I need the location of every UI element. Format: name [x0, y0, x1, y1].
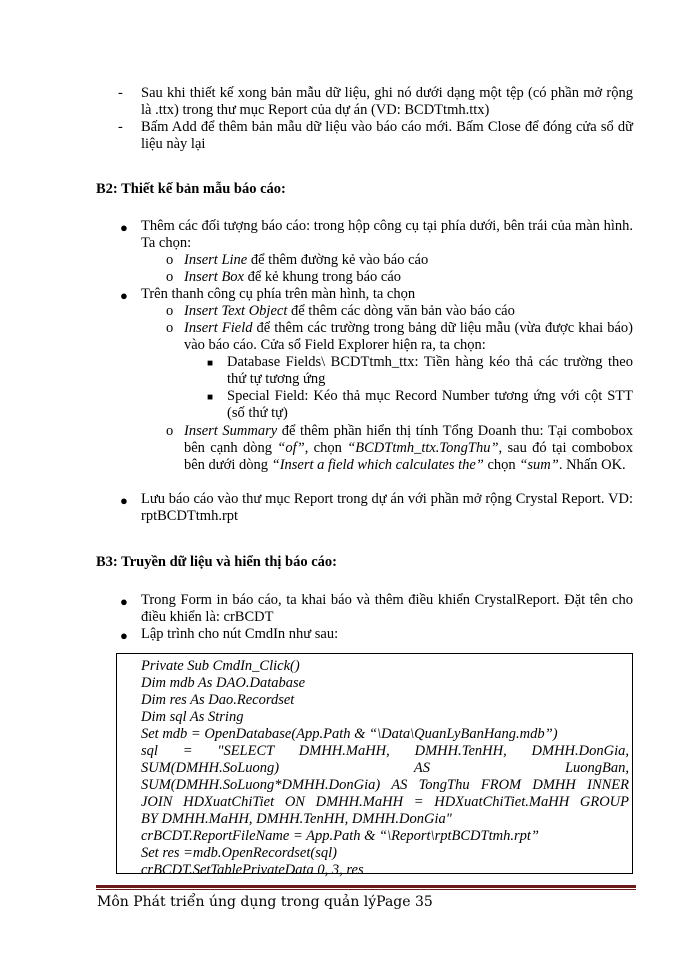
- code-line: Dim res As Dao.Recordset: [141, 692, 295, 708]
- b2-sub-insert-line: Insert Line để thêm đường kẻ vào báo cáo: [184, 252, 429, 268]
- circle-marker: o: [166, 303, 174, 319]
- bullet-dot: ●: [120, 628, 128, 643]
- footer-rule-thick: [96, 885, 636, 888]
- code-line: SUM(DMHH.SoLuong*DMHH.DonGia) AS TongThu FROM DMHH INNER: [141, 777, 629, 793]
- circle-marker: o: [166, 252, 174, 268]
- circle-marker: o: [166, 423, 174, 439]
- b2-sub-insert-summary: Insert Summary để thêm phần hiển thị tính Tổng Doanh thu: Tại combobox bên cạnh dòng “of”, chọn “BCDTtmh_ttx.TongThu”, sau đó tại combobox bên dưới dòng “Insert a field which calculates the” chọn “sum”. Nhấn OK.: [184, 423, 634, 473]
- code-line: Dim mdb As DAO.Database: [141, 675, 306, 691]
- field-item-special: Special Field: Kéo thả mục Record Number tương ứng với cột STT (số thứ tự): [227, 388, 633, 421]
- circle-marker: o: [166, 320, 174, 336]
- square-marker: ■: [207, 392, 214, 403]
- b2-sub-insert-field: Insert Field để thêm các trường trong bảng dữ liệu mẫu (vừa được khai báo) vào báo cáo. Cửa sổ Field Explorer hiện ra, ta chọn:: [184, 320, 633, 353]
- page-footer: Môn Phát triển úng dụng trong quản lýPage 35: [97, 894, 433, 910]
- b3-bullet-2: Lập trình cho nút CmdIn như sau:: [141, 626, 339, 642]
- dash-marker: -: [118, 119, 123, 135]
- field-item-database: Database Fields\ BCDTtmh_ttx: Tiền hàng kéo thả các trường theo thứ tự tương ứng: [227, 354, 633, 387]
- intro-item: Sau khi thiết kế xong bản mẫu dữ liệu, ghi nó dưới dạng một tệp (có phần mở rộng là .ttx) trong thư mục Report của dự án (VD: BCDTtmh.ttx): [141, 85, 633, 118]
- square-marker: ■: [207, 358, 214, 369]
- section-heading-b2: B2: Thiết kế bản mẫu báo cáo:: [96, 181, 286, 197]
- dash-marker: -: [118, 85, 123, 101]
- bullet-dot: ●: [120, 220, 128, 235]
- b2-bullet-1: Thêm các đối tượng báo cáo: trong hộp công cụ tại phía dưới, bên trái của màn hình. Ta chọn:: [141, 218, 633, 251]
- code-line: Dim sql As String: [141, 709, 244, 725]
- b2-bullet-3: Lưu báo cáo vào thư mục Report trong dự án với phần mở rộng Crystal Report. VD: rptBCDTtmh.rpt: [141, 491, 633, 524]
- code-line: JOIN HDXuatChiTiet ON DMHH.MaHH = HDXuatChiTiet.MaHH GROUP: [141, 794, 629, 810]
- bullet-dot: ●: [120, 493, 128, 508]
- code-line: Set mdb = OpenDatabase(App.Path & “\Data\QuanLyBanHang.mdb”): [141, 726, 558, 742]
- code-line: SUM(DMHH.SoLuong) AS LuongBan,: [141, 760, 629, 776]
- code-block: [116, 653, 633, 878]
- footer-rule-thin: [96, 889, 636, 890]
- b3-bullet-1: Trong Form in báo cáo, ta khai báo và thêm điều khiển CrystalReport. Đặt tên cho điều khiển là: crBCDT: [141, 592, 633, 625]
- code-line: crBCDT.SetTablePrivateData 0, 3, res: [141, 862, 364, 878]
- circle-marker: o: [166, 269, 174, 285]
- code-line: sql = "SELECT DMHH.MaHH, DMHH.TenHH, DMHH.DonGia,: [141, 743, 629, 759]
- intro-item: Bấm Add để thêm bản mẫu dữ liệu vào báo cáo mới. Bấm Close để đóng cửa sổ dữ liệu này lại: [141, 119, 633, 152]
- b2-bullet-2: Trên thanh công cụ phía trên màn hình, ta chọn: [141, 286, 416, 302]
- code-line: Set res =mdb.OpenRecordset(sql): [141, 845, 337, 861]
- b2-sub-insert-box: Insert Box để kẻ khung trong báo cáo: [184, 269, 402, 285]
- section-heading-b3: B3: Truyền dữ liệu và hiển thị báo cáo:: [96, 554, 337, 570]
- code-line: BY DMHH.MaHH, DMHH.TenHH, DMHH.DonGia": [141, 811, 452, 827]
- code-line: Private Sub CmdIn_Click(): [141, 658, 300, 674]
- bullet-dot: ●: [120, 288, 128, 303]
- bullet-dot: ●: [120, 594, 128, 609]
- b2-sub-insert-text: Insert Text Object để thêm các dòng văn bản vào báo cáo: [184, 303, 515, 319]
- code-line: crBCDT.ReportFileName = App.Path & “\Report\rptBCDTtmh.rpt”: [141, 828, 539, 844]
